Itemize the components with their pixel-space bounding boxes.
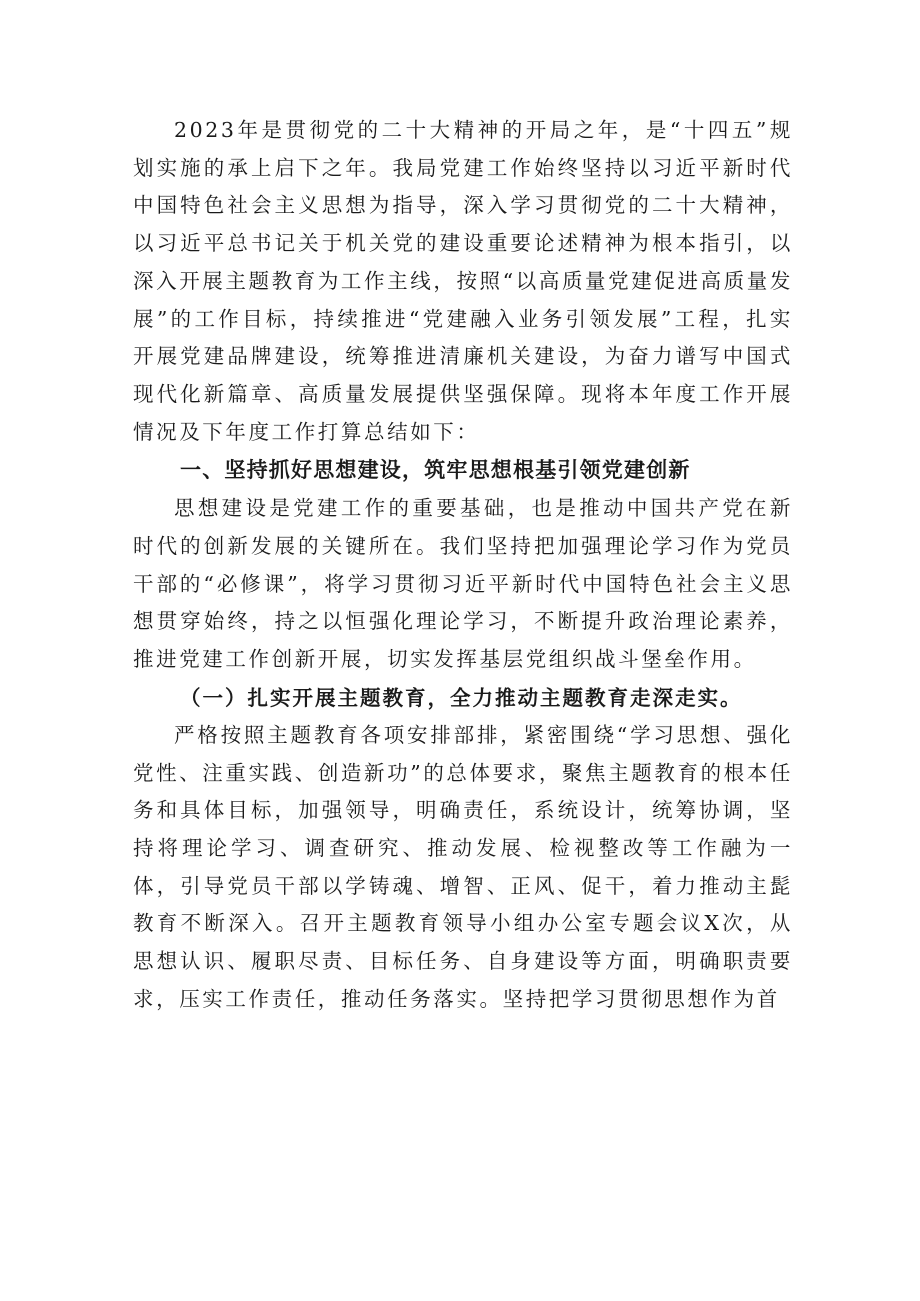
section-heading: 一、坚持抓好思想建设，筑牢思想根基引领党建创新	[180, 458, 691, 483]
intro-paragraph: 2023年是贯彻党的二十大精神的开局之年，是“十四五”规划实施的承上启下之年。我局党建工作始终坚持以习近平新时代中国特色社会主义思想为指导，深入学习贯彻党的二十大精神，以习近平总书记关于机关党的建设重要论述精神为根本指引，以深入开展主题教育为工作主线，按照“以高质量党建促进高质量发展”的工作目标，持续推进“党建融入业务引领发展”工程，扎实开展党建品牌建设，统筹推进清廉机关建设，为奋力谱写中国式现代化新篇章、高质量发展提供坚强保障。现将本年度工作开展情况及下年度工作打算总结如下：	[133, 118, 793, 444]
document-body	[133, 112, 793, 1018]
subsection-heading: （一）扎实开展主题教育，全力推动主题教育走深走实。	[180, 685, 743, 710]
section-paragraph: 思想建设是党建工作的重要基础，也是推动中国共产党在新时代的创新发展的关键所在。我们坚持把加强理论学习作为党员干部的“必修课”，将学习贯彻习近平新时代中国特色社会主义思想贯穿始终，持之以恒强化理论学习，不断提升政治理论素养，推进党建工作创新开展，切实发挥基层党组织战斗堡垒作用。	[133, 496, 793, 672]
subsection-paragraph: 严格按照主题教育各项安排部排，紧密围绕“学习思想、强化党性、注重实践、创造新功”的总体要求，聚焦主题教育的根本任务和具体目标，加强领导，明确责任，系统设计，统筹协调，坚持将理论学习、调查研究、推动发展、检视整改等工作融为一体，引导党员干部以学铸魂、增智、正风、促干，着力推动主髭教育不断深入。召开主题教育领导小组办公室专题会议X次，从思想认识、履职尽责、目标任务、自身建设等方面，明确职责要求，压实工作责任，推动任务落实。坚持把学习贯彻思想作为首	[133, 722, 793, 1011]
